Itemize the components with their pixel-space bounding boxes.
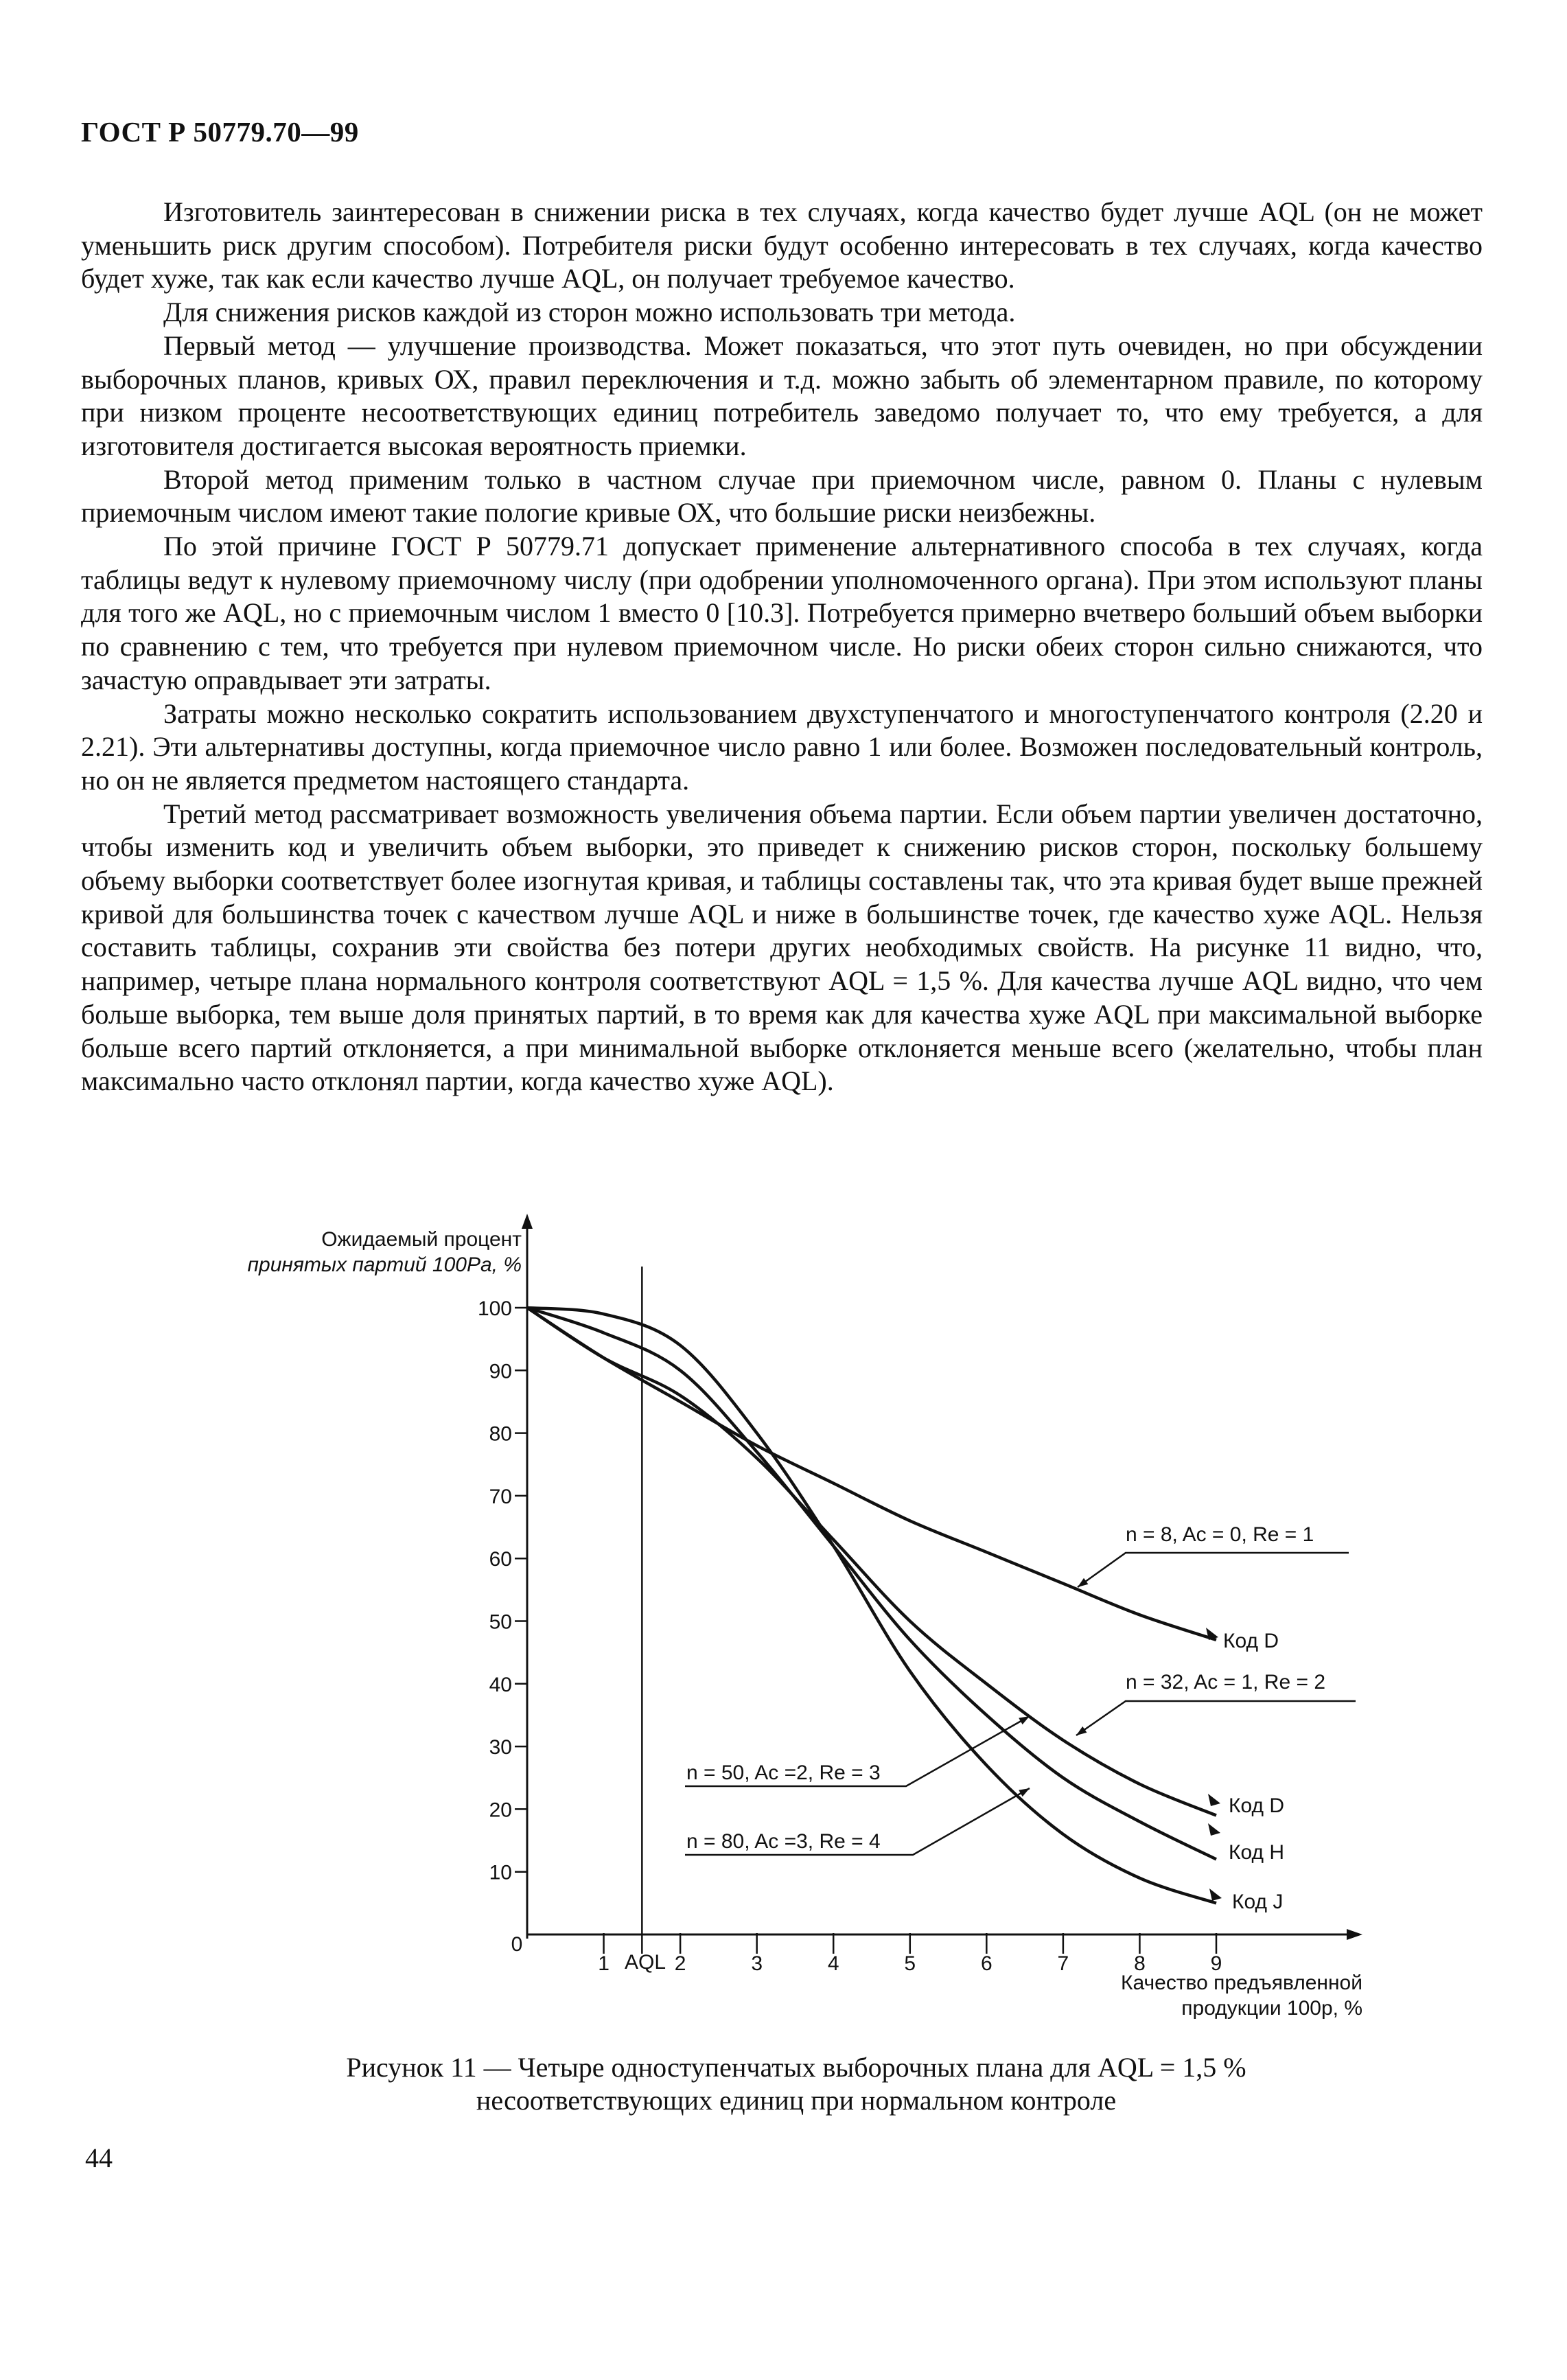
x-tick-label: 7 (1057, 1952, 1069, 1975)
plan-label-n80: n = 80, Ac =3, Re = 4 (686, 1830, 881, 1853)
page-number: 44 (85, 2142, 113, 2173)
caption-line-1: Рисунок 11 — Четыре одноступенчатых выборочных плана для AQL = 1,5 % (346, 2052, 1246, 2083)
paragraph: Первый метод — улучшение производства. Может показаться, что этот путь очевиден, но при обсуждении выборочных планов, кривых ОХ, правил переключения и т.д. можно забыть об элементарном правиле, по которому при низком проценте несоответствующих единиц потребитель заведомо получает то, что ему требуется, а для изготовителя достигается высокая вероятность приемки. (81, 330, 1483, 461)
y-axis-arrow (522, 1214, 533, 1229)
body-text (81, 196, 1483, 1098)
leader-n8 (1078, 1553, 1349, 1587)
y-tick-label: 80 (489, 1422, 512, 1446)
x-tick-label: 8 (1134, 1952, 1146, 1975)
y-tick-label: 10 (489, 1861, 512, 1884)
x-tick-label: 6 (980, 1952, 993, 1975)
x-tick-label: 4 (827, 1952, 839, 1975)
code-marker (1208, 1794, 1220, 1806)
oc-curve-n8 (527, 1308, 1216, 1640)
paragraph: Для снижения рисков каждой из сторон можно использовать три метода. (163, 297, 1016, 328)
figure-caption (288, 2051, 1304, 2117)
oc-curve-n50 (527, 1308, 1216, 1859)
x-tick-label: 2 (674, 1952, 686, 1975)
paragraph: Второй метод применим только в частном случае при приемочном числе, равном 0. Планы с нулевым приемочным числом имеют такие пологие кривые ОХ, что большие риски неизбежны. (81, 463, 1483, 529)
x-tick-label: 3 (751, 1952, 763, 1975)
x-axis-title-line1: Качество предъявленной (1121, 1972, 1362, 1994)
x-tick-label: 9 (1210, 1952, 1222, 1975)
code-label-j: Код J (1232, 1891, 1284, 1913)
x-axis-arrow (1347, 1929, 1362, 1940)
code-label-h: Код H (1229, 1841, 1285, 1864)
y-tick-label: 70 (489, 1485, 512, 1508)
plan-label-n50: n = 50, Ac =2, Re = 3 (686, 1761, 881, 1784)
x-axis-title-line2: продукции 100p, % (1181, 1997, 1362, 2020)
paragraph: Затраты можно несколько сократить использованием двухступенчатого и многоступенчатого контроля (2.20 и 2.21). Эти альтернативы доступны, когда приемочное число равно 1 или более. Возможен последовательный контроль, но он не является предметом настоящего стандарта. (81, 697, 1483, 796)
plan-label-n8: n = 8, Ac = 0, Re = 1 (1126, 1523, 1314, 1546)
oc-curve-n32 (527, 1308, 1216, 1816)
code-marker (1206, 1628, 1218, 1640)
leader-n80-arrow (1019, 1788, 1030, 1796)
leader-n50 (685, 1716, 1030, 1786)
y-axis-title-line1: Ожидаемый процент (321, 1228, 522, 1251)
leader-n32 (1076, 1701, 1356, 1735)
y-tick-label: 20 (489, 1799, 512, 1822)
code-label-d-lower: Код D (1229, 1794, 1285, 1817)
y-tick-label: 50 (489, 1610, 512, 1634)
code-marker (1208, 1823, 1220, 1836)
code-marker (1209, 1888, 1222, 1901)
oc-curve-n80 (527, 1308, 1216, 1903)
code-label-d-upper: Код D (1223, 1630, 1279, 1652)
leader-n8-arrow (1078, 1578, 1088, 1587)
y-tick-label: 30 (489, 1736, 512, 1759)
y-tick-label: 90 (489, 1360, 512, 1383)
leader-n50-arrow (1019, 1716, 1030, 1724)
y-axis-title-line2: принятых партий 100Pa, % (247, 1253, 522, 1276)
y-tick-label: 60 (489, 1548, 512, 1571)
paragraph: Третий метод рассматривает возможность увеличения объема партии. Если объем партии увеличен достаточно, чтобы изменить код и увеличить объем выборки, это приведет к снижению рисков сторон, поскольку большему объему выборки соответствует более изогнутая кривая, и таблицы составлены так, что эта кривая будет выше прежней кривой для большинства точек с качеством лучше AQL и ниже в большинстве точек, где качество хуже AQL. Нельзя составить таблицы, сохранив эти свойства без потери других необходимых свойств. На рисунке 11 видно, что, например, четыре плана нормального контроля соответствуют AQL = 1,5 %. Для качества лучше AQL видно, что чем больше выборка, тем выше доля принятых партий, в то время как для качества хуже AQL при максимальной выборке больше всего партий отклоняется, а при минимальной выборке отклоняется меньше всего (желательно, чтобы план максимально часто отклонял партии, когда качество хуже AQL). (81, 798, 1483, 1097)
paragraph: По этой причине ГОСТ Р 50779.71 допускает применение альтернативного способа в тех случаях, когда таблицы ведут к нулевому приемочному числу (при одобрении уполномоченного органа). При этом используют планы для того же AQL, но с приемочным числом 1 вместо 0 [10.3]. Потребуется примерно вчетверо больший объем выборки по сравнению с тем, что требуется при нулевом приемочном числе. Но риски обеих сторон сильно снижаются, что зачастую оправдывает эти затраты. (81, 531, 1483, 695)
plan-label-n32: n = 32, Ac = 1, Re = 2 (1126, 1671, 1326, 1694)
x-tick-label: 1 (598, 1952, 610, 1975)
leader-n80 (685, 1788, 1030, 1855)
paragraph: Изготовитель заинтересован в снижении риска в тех случаях, когда качество будет лучше AQL (он не может уменьшить риск другим способом). Потребителя риски будут особенно интересовать в тех случаях, когда качество будет хуже, так как если качество лучше AQL, он получает требуемое качество. (81, 196, 1483, 294)
caption-line-2: несоответствующих единиц при нормальном контроле (476, 2085, 1117, 2116)
document-header: ГОСТ Р 50779.70—99 (81, 116, 359, 148)
y-tick-label: 100 (477, 1297, 512, 1320)
aql-label: AQL (624, 1951, 666, 1974)
leader-n32-arrow (1076, 1726, 1087, 1735)
x-tick-label: 5 (904, 1952, 916, 1975)
origin-label: 0 (511, 1933, 523, 1956)
y-tick-label: 40 (489, 1673, 512, 1696)
